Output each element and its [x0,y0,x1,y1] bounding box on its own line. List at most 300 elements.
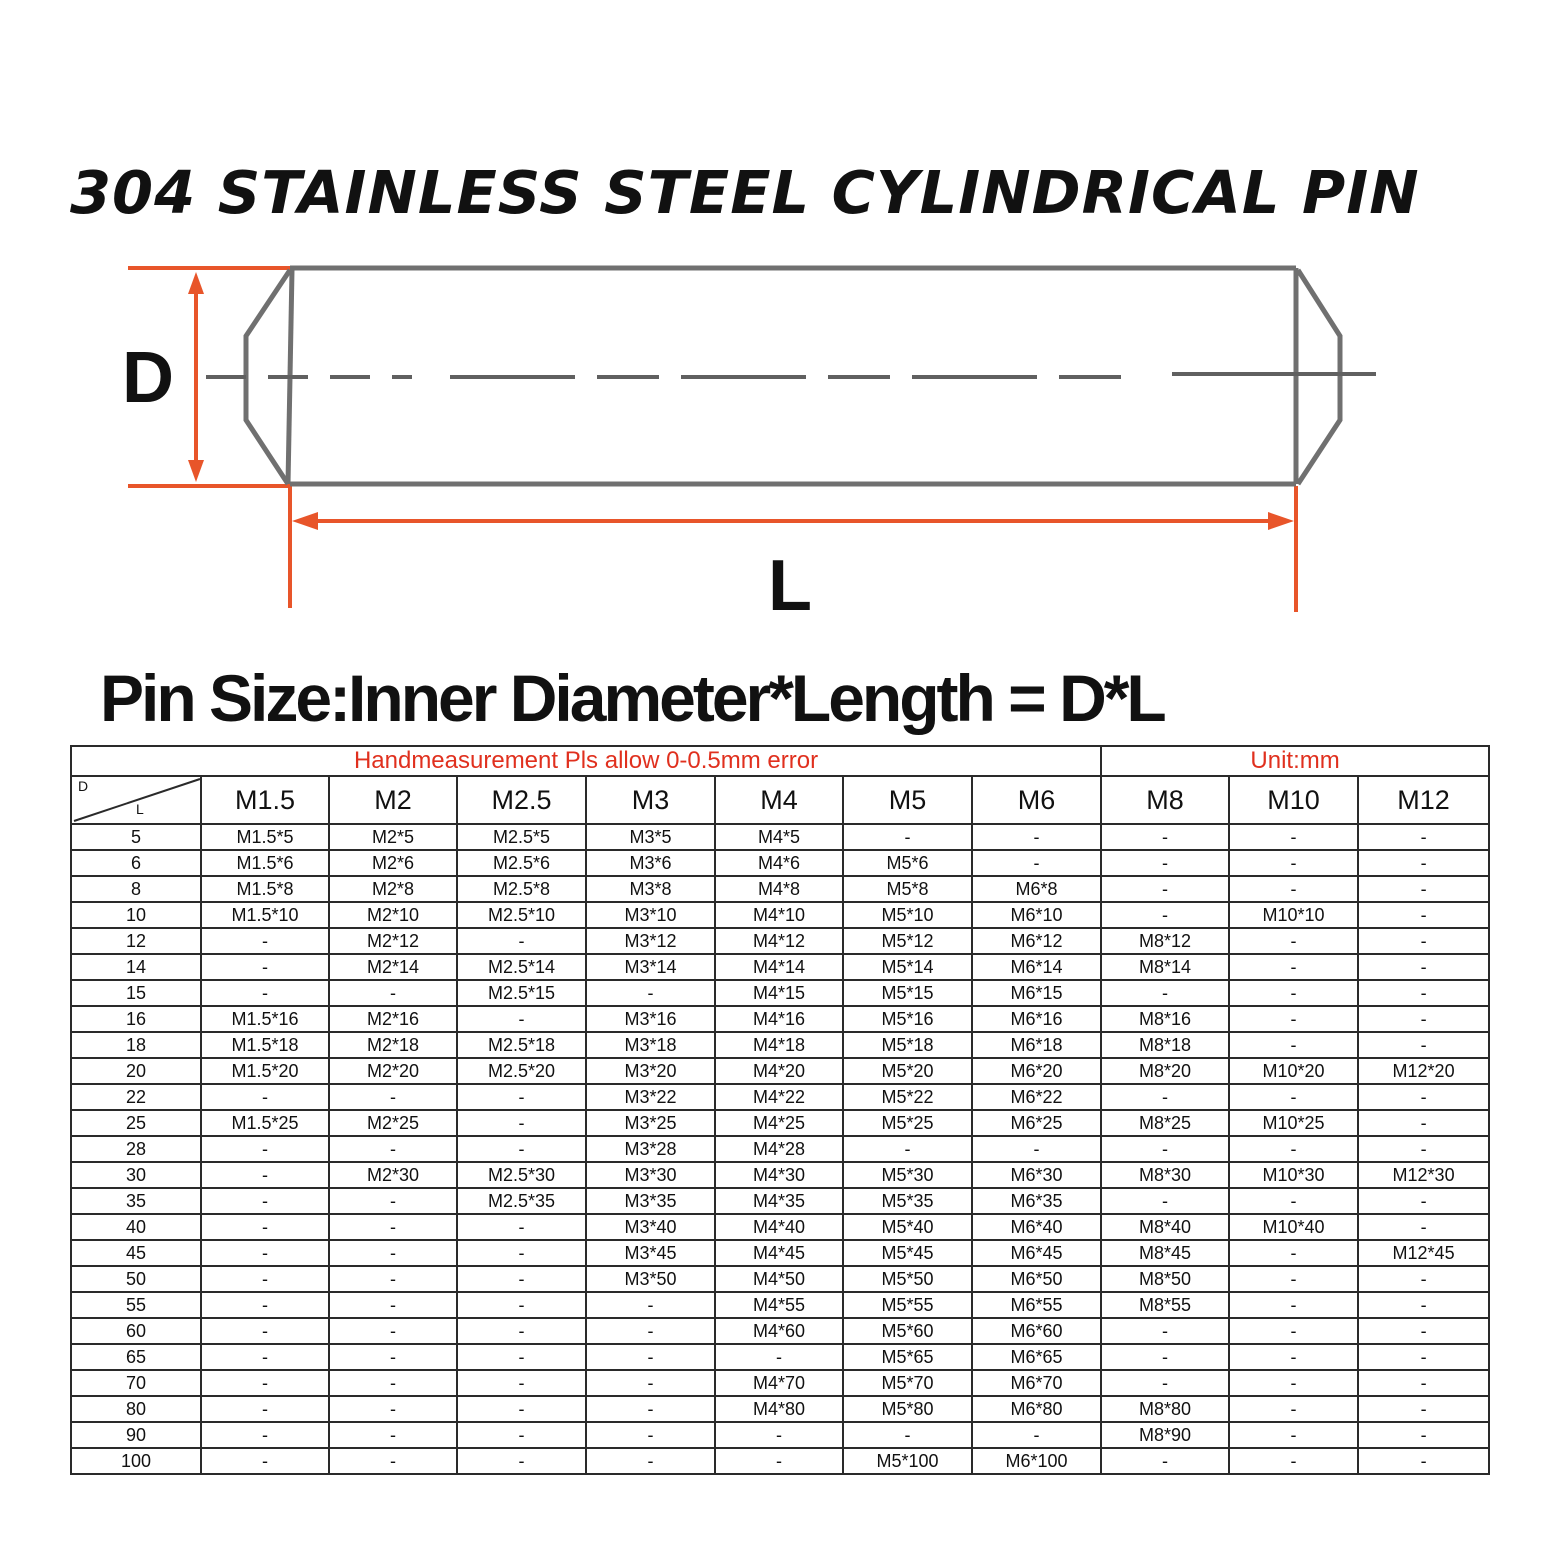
length-cell: 50 [71,1266,201,1292]
table-note-row [71,746,1489,776]
table-row [71,1266,1489,1292]
table-row [71,850,1489,876]
size-cell: - [1358,1344,1489,1370]
table-row [71,1136,1489,1162]
size-cell: - [1358,1214,1489,1240]
size-cell: - [1101,1136,1229,1162]
size-cell: - [586,1344,715,1370]
length-cell: 18 [71,1032,201,1058]
table-row [71,928,1489,954]
size-cell: M3*6 [586,850,715,876]
size-cell: M6*100 [972,1448,1101,1474]
size-cell: - [1358,1370,1489,1396]
size-cell: - [1229,1084,1358,1110]
size-cell: M2*20 [329,1058,457,1084]
size-cell: - [201,1292,329,1318]
size-cell: M3*40 [586,1214,715,1240]
size-cell: - [1229,1422,1358,1448]
size-cell: - [1358,824,1489,850]
size-cell: M6*22 [972,1084,1101,1110]
size-cell: M6*10 [972,902,1101,928]
size-cell: - [1101,902,1229,928]
length-cell: 12 [71,928,201,954]
size-cell: - [329,1214,457,1240]
size-cell: - [1358,980,1489,1006]
table-row [71,1240,1489,1266]
size-cell: M5*8 [843,876,972,902]
size-cell: M2*5 [329,824,457,850]
size-cell: - [1101,876,1229,902]
size-cell: M2*14 [329,954,457,980]
size-cell: - [1358,902,1489,928]
size-cell: M1.5*10 [201,902,329,928]
size-cell: M2.5*6 [457,850,586,876]
size-cell: M4*60 [715,1318,843,1344]
size-cell: - [1229,1240,1358,1266]
size-cell: M2*10 [329,902,457,928]
page-title: 304 STAINLESS STEEL CYLINDRICAL PIN [70,158,1420,227]
table-row [71,1110,1489,1136]
table-row [71,954,1489,980]
size-cell: - [201,980,329,1006]
length-cell: 28 [71,1136,201,1162]
size-cell: - [329,1188,457,1214]
size-cell: - [457,1292,586,1318]
size-cell: - [1229,1032,1358,1058]
size-cell: M4*70 [715,1370,843,1396]
size-cell: M8*80 [1101,1396,1229,1422]
size-cell: M5*60 [843,1318,972,1344]
size-cell: M5*70 [843,1370,972,1396]
size-cell: - [329,1448,457,1474]
size-cell: - [1101,1370,1229,1396]
size-cell: M8*25 [1101,1110,1229,1136]
length-cell: 8 [71,876,201,902]
diameter-length-corner [71,776,201,824]
size-cell: - [715,1422,843,1448]
table-row [71,876,1489,902]
size-cell: M3*8 [586,876,715,902]
size-cell: M10*10 [1229,902,1358,928]
length-cell: 15 [71,980,201,1006]
size-cell: - [201,1422,329,1448]
table-row [71,902,1489,928]
size-cell: M8*40 [1101,1214,1229,1240]
size-cell: - [201,1162,329,1188]
size-cell: M10*25 [1229,1110,1358,1136]
size-cell: M6*55 [972,1292,1101,1318]
size-cell: - [1358,1006,1489,1032]
table-row [71,824,1489,850]
size-cell: M5*30 [843,1162,972,1188]
size-cell: M6*30 [972,1162,1101,1188]
length-cell: 25 [71,1110,201,1136]
size-cell: - [457,1448,586,1474]
size-cell: - [972,1422,1101,1448]
size-cell: M12*20 [1358,1058,1489,1084]
size-cell: M6*60 [972,1318,1101,1344]
size-cell: - [1358,1292,1489,1318]
size-cell: - [457,1136,586,1162]
size-cell: M4*6 [715,850,843,876]
size-cell: M6*16 [972,1006,1101,1032]
size-cell: - [201,954,329,980]
size-cell: M4*30 [715,1162,843,1188]
length-cell: 80 [71,1396,201,1422]
size-cell: M5*14 [843,954,972,980]
size-cell: - [329,1318,457,1344]
size-cell: M8*12 [1101,928,1229,954]
size-cell: - [586,1448,715,1474]
size-cell: - [586,1396,715,1422]
size-cell: M3*35 [586,1188,715,1214]
column-header: M1.5 [201,776,329,824]
length-cell: 6 [71,850,201,876]
size-cell: - [1358,1084,1489,1110]
table-row [71,1448,1489,1474]
size-cell: M6*15 [972,980,1101,1006]
size-cell: - [457,1396,586,1422]
size-cell: M5*15 [843,980,972,1006]
size-cell: M1.5*18 [201,1032,329,1058]
size-cell: - [457,1344,586,1370]
size-cell: M6*45 [972,1240,1101,1266]
size-cell: M4*22 [715,1084,843,1110]
size-cell: M5*6 [843,850,972,876]
size-cell: M4*18 [715,1032,843,1058]
size-cell: - [1229,1396,1358,1422]
size-cell: - [972,1136,1101,1162]
length-cell: 5 [71,824,201,850]
size-cell: M4*45 [715,1240,843,1266]
dimension-lines [128,268,1296,612]
size-cell: - [201,928,329,954]
size-cell: - [201,1214,329,1240]
size-cell: - [1101,1084,1229,1110]
column-header: M6 [972,776,1101,824]
size-cell: - [1229,1188,1358,1214]
length-cell: 45 [71,1240,201,1266]
size-cell: M3*22 [586,1084,715,1110]
size-cell: - [1101,1188,1229,1214]
size-cell: M5*25 [843,1110,972,1136]
size-cell: M3*18 [586,1032,715,1058]
length-cell: 16 [71,1006,201,1032]
size-cell: M8*90 [1101,1422,1229,1448]
size-cell: - [329,1084,457,1110]
size-cell: - [201,1084,329,1110]
size-cell: M5*100 [843,1448,972,1474]
size-cell: - [1101,850,1229,876]
size-cell: M5*35 [843,1188,972,1214]
length-cell: 22 [71,1084,201,1110]
size-cell: - [329,1240,457,1266]
size-cell: - [1229,850,1358,876]
size-cell: - [843,824,972,850]
table-row [71,1162,1489,1188]
size-cell: - [329,1136,457,1162]
size-cell: - [1358,850,1489,876]
size-cell: M6*70 [972,1370,1101,1396]
size-cell: - [1229,1448,1358,1474]
table-row [71,1318,1489,1344]
size-cell: - [1229,1292,1358,1318]
size-cell: - [457,928,586,954]
pin-size-formula: Pin Size:Inner Diameter*Length = D*L [100,661,1164,735]
column-header: M2.5 [457,776,586,824]
size-cell: - [457,1370,586,1396]
size-cell: M5*65 [843,1344,972,1370]
size-cell: - [1358,954,1489,980]
size-cell: - [1229,1344,1358,1370]
size-cell: M3*25 [586,1110,715,1136]
size-cell: M4*50 [715,1266,843,1292]
length-cell: 30 [71,1162,201,1188]
size-cell: - [843,1136,972,1162]
center-line [206,374,1376,377]
size-cell: M3*10 [586,902,715,928]
unit-note: Unit:mm [1101,746,1489,776]
size-cell: M5*55 [843,1292,972,1318]
size-cell: M4*55 [715,1292,843,1318]
size-cell: M2*30 [329,1162,457,1188]
size-cell: - [457,1214,586,1240]
table-row [71,1188,1489,1214]
size-cell: M4*14 [715,954,843,980]
size-cell: M12*30 [1358,1162,1489,1188]
size-cell: - [1358,1422,1489,1448]
size-cell: M3*20 [586,1058,715,1084]
size-cell: - [1358,1032,1489,1058]
size-cell: M8*14 [1101,954,1229,980]
size-cell: M1.5*16 [201,1006,329,1032]
table-row [71,980,1489,1006]
size-cell: M6*18 [972,1032,1101,1058]
length-cell: 90 [71,1422,201,1448]
size-cell: - [1358,1448,1489,1474]
size-cell: - [1229,1136,1358,1162]
size-cell: M10*30 [1229,1162,1358,1188]
size-cell: M1.5*20 [201,1058,329,1084]
size-cell: - [1229,1006,1358,1032]
length-cell: 35 [71,1188,201,1214]
size-cell: M6*12 [972,928,1101,954]
size-cell: M6*8 [972,876,1101,902]
size-cell: - [201,1448,329,1474]
size-cell: M4*40 [715,1214,843,1240]
size-cell: M10*40 [1229,1214,1358,1240]
size-cell: M1.5*5 [201,824,329,850]
corner-d-label: D [78,778,89,794]
size-cell: - [715,1448,843,1474]
table-row [71,1058,1489,1084]
size-cell: M5*18 [843,1032,972,1058]
size-cell: M2*8 [329,876,457,902]
size-cell: - [329,1266,457,1292]
size-cell: M2*16 [329,1006,457,1032]
measurement-note: Handmeasurement Pls allow 0-0.5mm error [71,746,1101,776]
size-cell: - [201,1266,329,1292]
size-cell: M8*50 [1101,1266,1229,1292]
size-cell: M6*14 [972,954,1101,980]
size-cell: - [1358,876,1489,902]
size-cell: M4*8 [715,876,843,902]
size-cell: - [329,1292,457,1318]
size-cell: - [843,1422,972,1448]
column-header: M5 [843,776,972,824]
size-cell: M6*40 [972,1214,1101,1240]
size-cell: - [1101,824,1229,850]
size-cell: - [329,1396,457,1422]
size-cell: - [586,980,715,1006]
size-cell: M3*5 [586,824,715,850]
size-cell: M8*20 [1101,1058,1229,1084]
size-cell: M6*20 [972,1058,1101,1084]
table-row [71,1422,1489,1448]
size-cell: M4*35 [715,1188,843,1214]
size-cell: M4*5 [715,824,843,850]
size-cell: M1.5*25 [201,1110,329,1136]
size-cell: M4*80 [715,1396,843,1422]
size-cell: - [201,1188,329,1214]
size-cell: M5*10 [843,902,972,928]
size-cell: M2*18 [329,1032,457,1058]
size-cell: M12*45 [1358,1240,1489,1266]
size-cell: - [1229,1318,1358,1344]
size-cell: - [329,1422,457,1448]
table-body [71,824,1489,1474]
size-cell: M5*45 [843,1240,972,1266]
table-row [71,1084,1489,1110]
length-cell: 60 [71,1318,201,1344]
size-cell: - [1229,980,1358,1006]
size-cell: - [457,1422,586,1448]
size-cell: M2.5*10 [457,902,586,928]
table-row [71,1006,1489,1032]
size-cell: - [1229,954,1358,980]
size-cell: M3*28 [586,1136,715,1162]
size-cell: M5*16 [843,1006,972,1032]
size-cell: - [201,1344,329,1370]
size-cell: M2*25 [329,1110,457,1136]
size-cell: - [457,1240,586,1266]
size-cell: - [201,1318,329,1344]
size-cell: - [201,1370,329,1396]
table-row [71,1396,1489,1422]
size-cell: - [1101,980,1229,1006]
length-cell: 65 [71,1344,201,1370]
size-cell: - [1358,1266,1489,1292]
size-cell: M6*35 [972,1188,1101,1214]
size-cell: - [1229,876,1358,902]
column-header: M12 [1358,776,1489,824]
size-cell: M4*20 [715,1058,843,1084]
size-cell: - [457,1318,586,1344]
table-header-row [71,776,1489,824]
size-cell: - [1358,1396,1489,1422]
size-cell: - [1101,1344,1229,1370]
size-cell: M4*10 [715,902,843,928]
size-cell: M4*25 [715,1110,843,1136]
length-label: L [768,546,812,626]
size-cell: - [329,1370,457,1396]
size-cell: M2.5*18 [457,1032,586,1058]
size-cell: M2.5*15 [457,980,586,1006]
length-cell: 100 [71,1448,201,1474]
size-cell: M2.5*20 [457,1058,586,1084]
size-cell: - [329,1344,457,1370]
size-cell: M1.5*6 [201,850,329,876]
size-cell: - [1358,928,1489,954]
size-cell: - [586,1318,715,1344]
size-cell: M8*18 [1101,1032,1229,1058]
size-cell: - [1101,1318,1229,1344]
diameter-label: D [122,338,174,418]
size-cell: - [201,1396,329,1422]
size-cell: M2*12 [329,928,457,954]
length-cell: 70 [71,1370,201,1396]
table-row [71,1344,1489,1370]
pin-dimension-diagram [0,250,1568,650]
size-cell: - [715,1344,843,1370]
size-cell: M3*12 [586,928,715,954]
size-cell: M3*30 [586,1162,715,1188]
size-cell: - [1101,1448,1229,1474]
column-header: M10 [1229,776,1358,824]
size-cell: M2.5*5 [457,824,586,850]
size-cell: M10*20 [1229,1058,1358,1084]
size-cell: M4*15 [715,980,843,1006]
size-cell: M2.5*35 [457,1188,586,1214]
size-cell: - [972,824,1101,850]
size-cell: - [1358,1188,1489,1214]
size-cell: M6*50 [972,1266,1101,1292]
size-cell: M5*50 [843,1266,972,1292]
size-cell: - [457,1266,586,1292]
size-cell: M1.5*8 [201,876,329,902]
size-cell: M5*40 [843,1214,972,1240]
size-cell: M8*30 [1101,1162,1229,1188]
size-cell: - [457,1006,586,1032]
size-cell: M6*25 [972,1110,1101,1136]
table-row [71,1032,1489,1058]
size-cell: M3*16 [586,1006,715,1032]
size-cell: M5*12 [843,928,972,954]
table-row [71,1370,1489,1396]
size-cell: - [1358,1318,1489,1344]
length-cell: 20 [71,1058,201,1084]
corner-l-label: L [136,801,144,817]
size-cell: M8*16 [1101,1006,1229,1032]
size-cell: - [457,1110,586,1136]
size-cell: M6*80 [972,1396,1101,1422]
size-cell: - [586,1422,715,1448]
length-cell: 10 [71,902,201,928]
size-cell: - [1358,1110,1489,1136]
size-cell: M2*6 [329,850,457,876]
size-cell: M4*16 [715,1006,843,1032]
size-cell: - [1229,928,1358,954]
pin-size-table [70,745,1490,1475]
size-cell: M5*20 [843,1058,972,1084]
size-cell: - [586,1292,715,1318]
size-cell: M4*12 [715,928,843,954]
column-header: M2 [329,776,457,824]
size-cell: M3*14 [586,954,715,980]
size-cell: M4*28 [715,1136,843,1162]
size-cell: M3*45 [586,1240,715,1266]
size-cell: - [1229,824,1358,850]
